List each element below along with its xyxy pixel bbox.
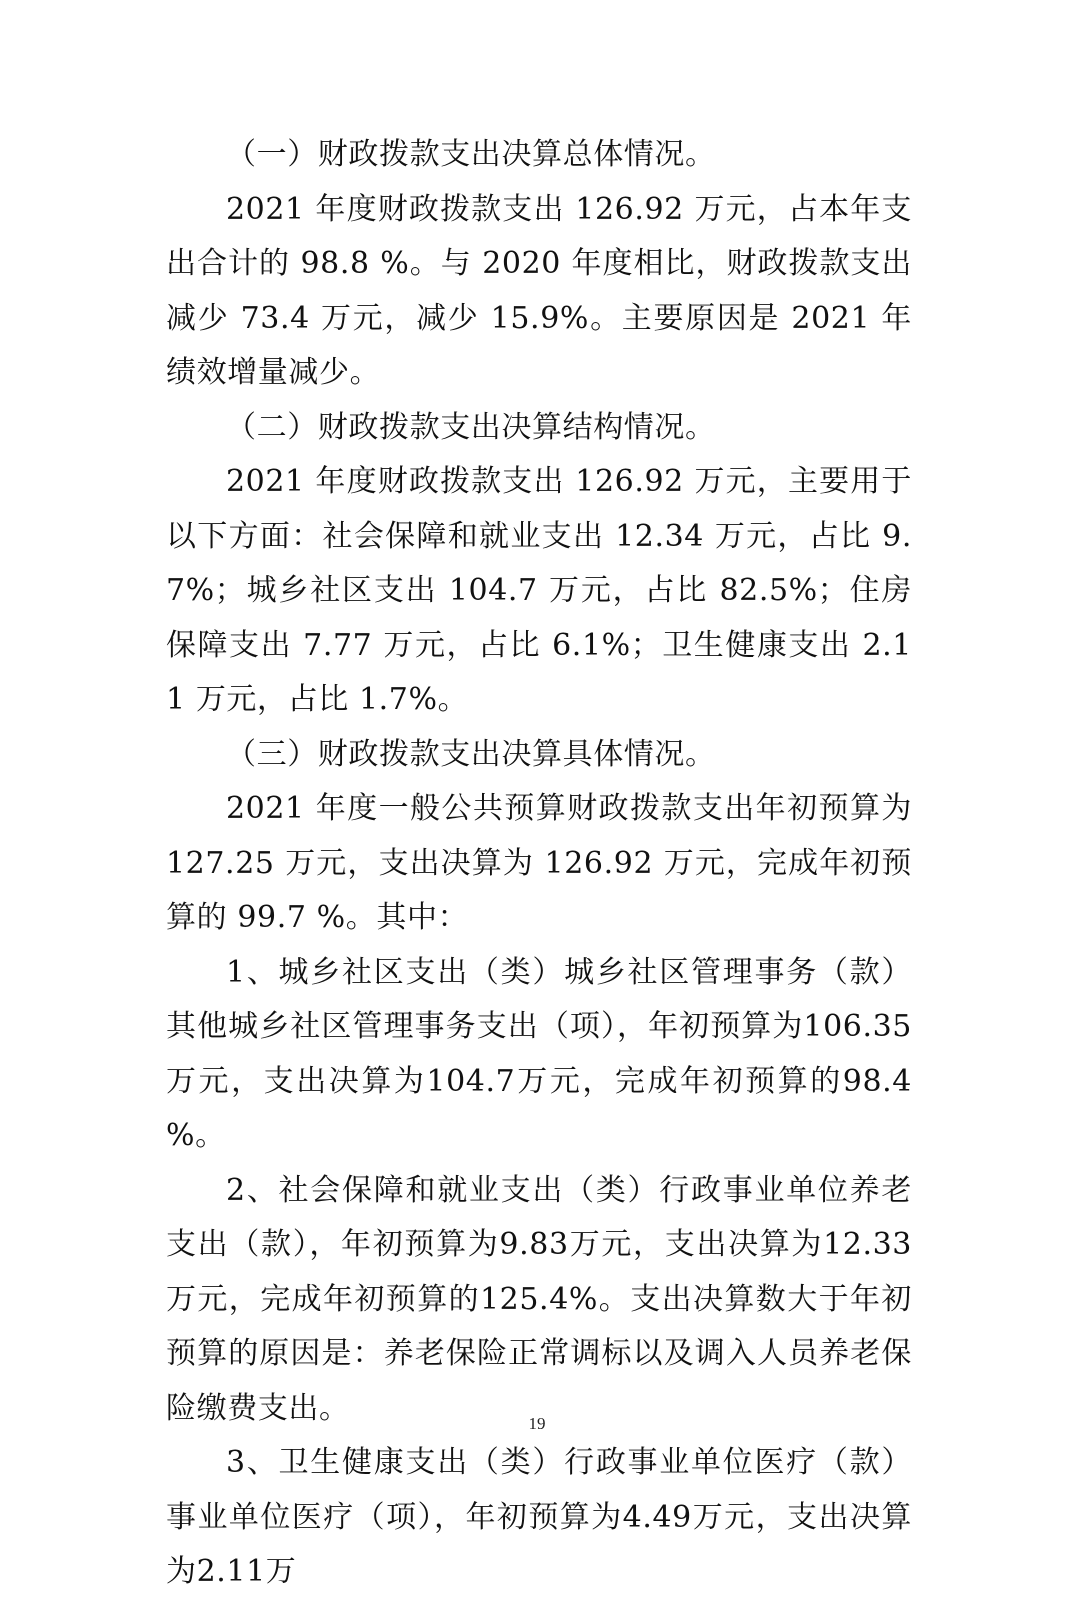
list-item-health: 3、卫生健康支出（类）行政事业单位医疗（款）事业单位医疗（项），年初预算为4.49万元，支出决算为2.11万 xyxy=(166,1445,912,1589)
section-heading-overall: （一）财政拨款支出决算总体情况。 xyxy=(226,137,716,172)
document-body xyxy=(166,128,912,1600)
section-heading-structure: （二）财政拨款支出决算结构情况。 xyxy=(226,409,716,445)
section-heading-details: （三）财政拨款支出决算具体情况。 xyxy=(226,736,716,772)
page-number: 19 xyxy=(528,1414,546,1433)
list-item-social-security: 2、社会保障和就业支出（类）行政事业单位养老支出（款），年初预算为9.83万元，支出决算为12.33万元，完成年初预算的125.4%。支出决算数大于年初预算的原因是：养老保险正常调标以及调入人员养老保险缴费支出。 xyxy=(166,1172,912,1426)
paragraph-spending-structure: 2021 年度财政拨款支出 126.92 万元，主要用于以下方面：社会保障和就业支出 12.34 万元，占比 9.7%；城乡社区支出 104.7 万元，占比 82.5%；住房保障支出 7.77 万元，占比 6.1%；卫生健康支出 2.11 万元，占比 1.7%。 xyxy=(166,464,912,717)
paragraph-budget-completion: 2021 年度一般公共预算财政拨款支出年初预算为 127.25 万元，支出决算为 126.92 万元，完成年初预算的 99.7 %。其中： xyxy=(166,791,912,935)
list-item-urban-rural-community: 1、城乡社区支出（类）城乡社区管理事务（款）其他城乡社区管理事务支出（项），年初预算为106.35万元，支出决算为104.7万元，完成年初预算的98.4 %。 xyxy=(166,954,912,1153)
paragraph-overall-spending: 2021 年度财政拨款支出 126.92 万元，占本年支出合计的 98.8 %。与 2020 年度相比，财政拨款支出减少 73.4 万元，减少 15.9%。主要原因是 2021 年绩效增量减少。 xyxy=(166,191,912,390)
